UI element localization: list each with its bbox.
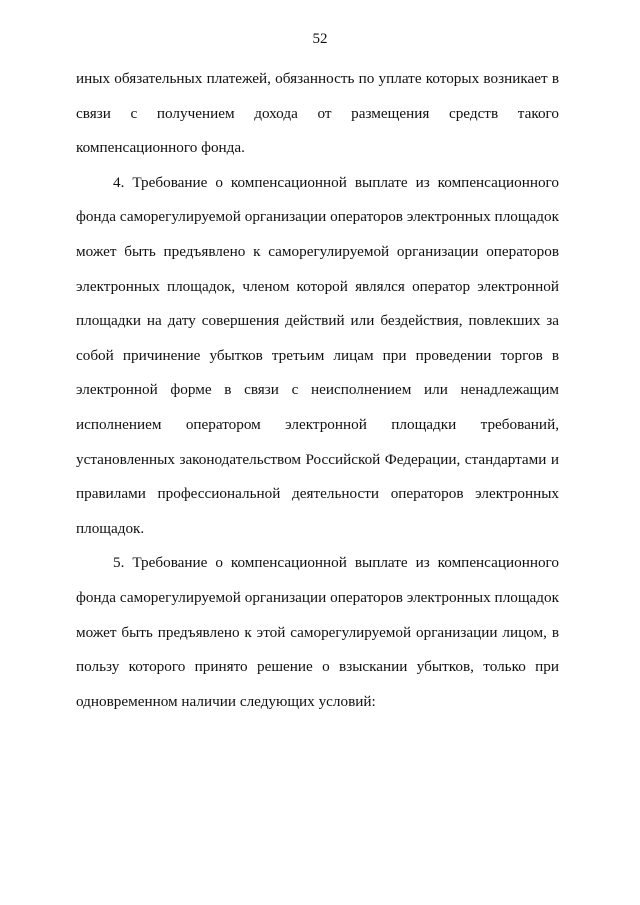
document-body	[76, 62, 559, 719]
text-line: исполнением оператором электронной площадки требований,	[76, 415, 559, 433]
text-line: может быть предъявлено к этой саморегулируемой организации лицом, в	[76, 623, 559, 641]
text-line: фонда саморегулируемой организации операторов электронных площадок	[76, 208, 559, 226]
text-line: фонда саморегулируемой организации операторов электронных площадок	[76, 588, 559, 606]
text-line: установленных законодательством Российской Федерации, стандартами и	[76, 450, 559, 468]
text-line: электронных площадок, членом которой являлся оператор электронной	[76, 277, 559, 295]
text-line: собой причинение убытков третьим лицам при проведении торгов в	[76, 346, 559, 364]
text-line: правилами профессиональной деятельности операторов электронных	[76, 485, 559, 503]
text-line: компенсационного фонда.	[76, 139, 245, 157]
text-line: площадок.	[76, 519, 145, 537]
text-line: связи с получением дохода от размещения средств такого	[76, 104, 559, 122]
text-line: электронной форме в связи с неисполнением или ненадлежащим	[76, 381, 559, 399]
page-number: 52	[312, 31, 328, 47]
text-line: пользу которого принято решение о взыскании убытков, только при	[76, 658, 559, 676]
paragraph-item-5	[76, 546, 559, 719]
text-line: может быть предъявлено к саморегулируемой организации операторов	[76, 242, 559, 260]
paragraph-item-4	[76, 166, 559, 547]
text-line: одновременном наличии следующих условий:	[76, 692, 376, 710]
text-line: площадки на дату совершения действий или бездействия, повлекших за	[76, 312, 559, 330]
paragraph-continuation	[76, 62, 559, 166]
text-line: 4. Требование о компенсационной выплате из компенсационного	[113, 173, 559, 191]
text-line: 5. Требование о компенсационной выплате из компенсационного	[113, 554, 559, 572]
text-line: иных обязательных платежей, обязанность по уплате которых возникает в	[76, 70, 559, 87]
